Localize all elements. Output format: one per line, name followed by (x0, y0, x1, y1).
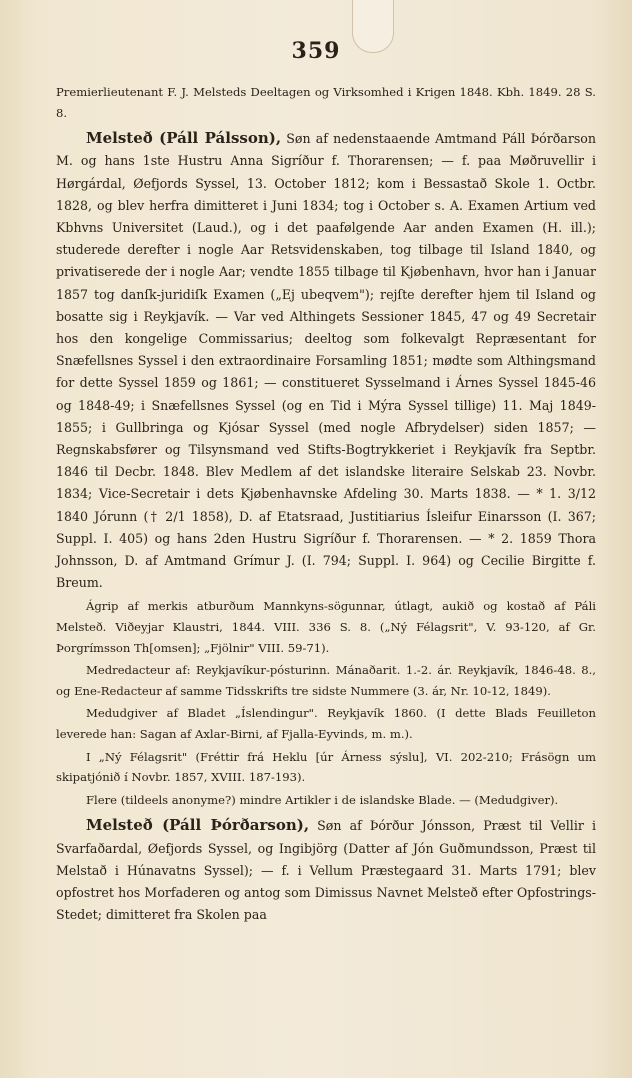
bibliography-ny-felagsrit: I „Ný Félagsrit" (Fréttir frá Heklu [úr Árness sýslu], VI. 202-210; Frásögn um skipatjónið í Novbr. 1857, XVIII. 187-193). (56, 749, 596, 785)
bibliography-note-1: Premierlieutenant F. J. Melsteds Deeltagen og Virksomhed i Krigen 1848. Kbh. 1849. 28 S. 8. (56, 85, 596, 120)
biography-entry-pall-palsson (56, 127, 596, 594)
entry-body-2: Søn af Þórður Jónsson, Præst til Vellir i Svarfaðardal, Øefjords Syssel, og Ingibjörg (Datter af Jón Guðmundsson, Præst til Melstað i Húnavatns Syssel); — f. i Vellum Præstegaard 31. Marts 1791; blev opfostret hos Morfaderen og antog som Dimissus Navnet Melsteð efter Opfostrings-Stedet; dimitteret fra Skolen paa (56, 818, 596, 923)
entry-headword: Melsteð (Páll Pálsson), (86, 129, 282, 148)
entry-body: Søn af nedenstaaende Amtmand Páll Þórðarson M. og hans 1ste Hustru Anna Sigríður f. Thorarensen; — f. paa Møðruvellir i Hørgárdal, Øefjords Syssel, 13. October 1812; kom i Bessastað Skole 1. Octbr. 1828, og blev herfra dimitteret i Juni 1834; tog i October s. A. Examen Artium ved Kbhvns Universitet (Laud.), og i det paafølgende Aar anden Examen (H. ill.); studerede derefter i nogle Aar Retsvidenskaben, tog tilbage til Island 1840, og privatiserede der i nogle Aar; vendte 1855 tilbage til Kjøbenhavn, hvor han i Januar 1857 tog danſk-juridiſk Examen („Ej ubeqvem"); rejſte derefter hjem til Island og bosatte sig i Reykjavík. — Var ved Althingets Sessioner 1845, 47 og 49 Secretair hos den kongelige Commissarius; deeltog som folkevalgt Repræsentant for Snæfellsnes Syssel i den extraordinaire Forsamling 1851; mødte som Althingsmand for dette Syssel 1859 og 1861; — constitueret Sysselmand i Árnes Syssel 1845-46 og 1848-49; i Snæfellsnes Syssel (og en Tid i Mýra Syssel tillige) 11. Maj 1849-1855; i Gullbringa og Kjósar Syssel (med nogle Afbrydelser) siden 1857; — Regnskabsfører og Tilsynsmand ved Stifts-Bogtrykkeriet i Reykjavík fra Septbr. 1846 til Decbr. 1848. Blev Medlem af det islandske literaire Selskab 23. Novbr. 1834; Vice-Secretair i dets Kjøbenhavnske Afdeling 30. Marts 1838. — * 1. 3/12 1840 Jórunn († 2/1 1858), D. af Etatsraad, Justitiarius Ísleifur Einarsson (I. 367; Suppl. I. 405) og hans 2den Hustru Sigríður f. Thorarensen. — * 2. 1859 Thora Johnsson, D. af Amtmand Grímur J. (I. 794; Suppl. I. 964) og Cecilie Birgitte f. Breum. (56, 131, 596, 591)
entry-headword-2: Melsteð (Páll Þórðarson), (86, 816, 310, 835)
bibliography-agrip: Ágrip af merkis atburðum Mannkyns-sögunnar, útlagt, aukið og kostað af Páli Melsteð. Viðeyjar Klaustri, 1844. VIII. 336 S. 8. („Ný Félagsrit", V. 93-120, af Gr. Þorgrímsson Th[omsen]; „Fjölnir" VIII. 59-71). (56, 599, 596, 655)
bibliography-reykjavikur-posturinn: Medredacteur af: Reykjavíkur-pósturinn. Mánaðarit. 1.-2. ár. Reykjavík, 1846-48. 8., og Ene-Redacteur af samme Tidsskrifts tre sidste Nummere (3. ár, Nr. 10-12, 1849). (56, 663, 596, 698)
bibliography-articles: Flere (tildeels anonyme?) mindre Artikler i de islandske Blade. — (Medudgiver). (86, 792, 559, 807)
page-number: 359 (291, 38, 341, 64)
biography-entry-pall-thordarson (56, 814, 596, 926)
bibliography-islendingur: Medudgiver af Bladet „Íslendingur". Reykjavík 1860. (I dette Blads Feuilleton leverede han: Sagan af Axlar-Birni, af Fjalla-Eyvinds, m. m.). (56, 706, 596, 742)
page-text (56, 82, 596, 926)
